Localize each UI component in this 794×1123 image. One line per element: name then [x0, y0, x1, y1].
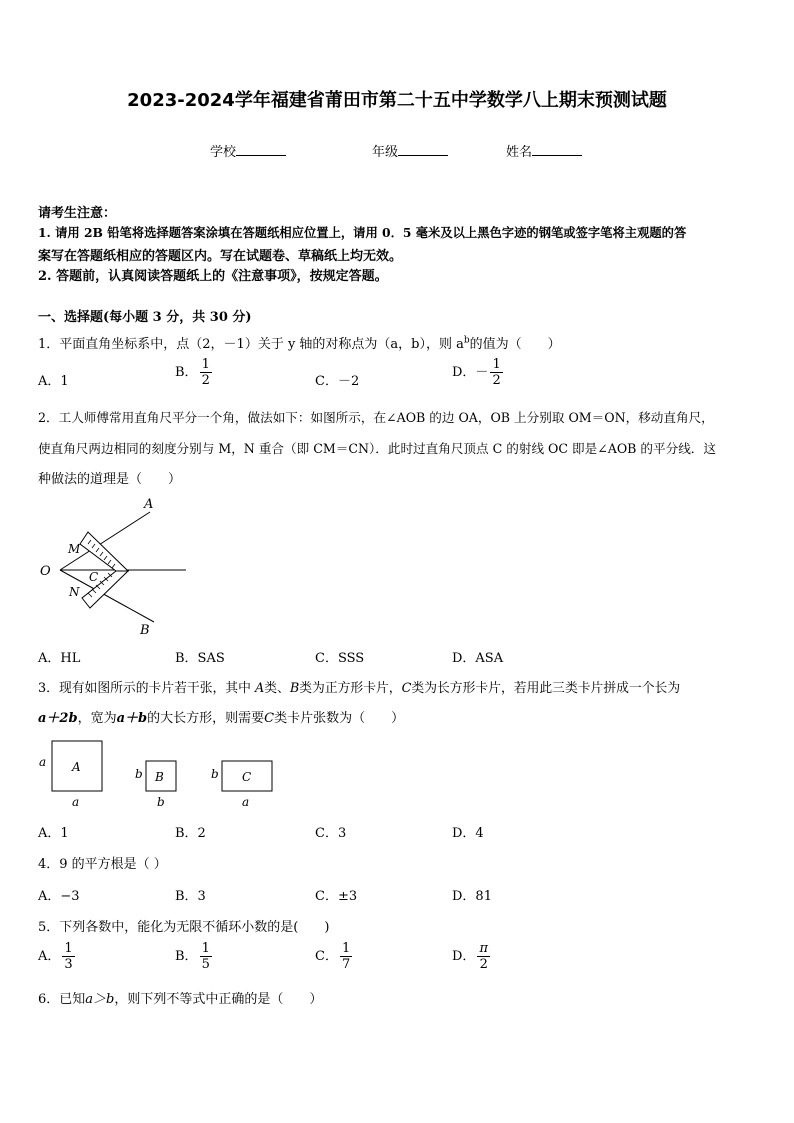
fraction-denominator: 7 — [341, 957, 351, 972]
q3-text: 的大长方形，则需要 — [147, 711, 265, 726]
q3-text: 类为正方形卡片， — [299, 681, 402, 696]
q5-option-c-label: C． — [315, 949, 338, 964]
card-a-label: A — [72, 760, 81, 774]
q5-option-d — [452, 941, 490, 972]
q3-text: 类卡片张数为（ ） — [274, 711, 405, 726]
q1-option-b — [175, 357, 212, 388]
q4-option-d: D．81 — [452, 889, 492, 904]
q3-var: C — [401, 681, 412, 696]
q4-option-a: A．−3 — [38, 889, 80, 904]
fraction-numerator: 1 — [201, 941, 210, 956]
fraction-numerator: 1 — [201, 357, 210, 372]
card-c-label: C — [242, 770, 252, 784]
q3-stem-line1 — [38, 677, 680, 696]
fraction-numerator: π — [479, 941, 488, 956]
q5-option-b-fraction — [200, 941, 212, 972]
card-a-side-label: a — [39, 755, 47, 769]
name-label: 姓名 — [506, 145, 533, 160]
q3-var: B — [289, 681, 300, 696]
q5-stem: 5．下列各数中，能化为无限不循环小数的是( ) — [38, 920, 330, 935]
q2-stem-line3: 种做法的道理是（ ） — [38, 472, 182, 487]
q4-option-b: B．3 — [175, 889, 206, 904]
q1-option-d-label: D．－ — [452, 365, 489, 380]
q4-stem: 4．9 的平方根是（ ） — [38, 857, 167, 872]
q3-text: 类、 — [264, 681, 290, 696]
fraction-denominator: 2 — [479, 957, 488, 972]
q3-text: 类为长方形卡片，若用此三类卡片拼成一个长为 — [411, 681, 681, 696]
q2-option-a: A．HL — [38, 651, 81, 666]
q5-option-b-label: B． — [175, 949, 198, 964]
school-field — [210, 141, 286, 160]
q5-option-c — [315, 941, 352, 972]
q5-option-c-fraction — [340, 941, 352, 972]
q6-text: 6．已知 — [38, 992, 86, 1007]
card-c-bottom-label: a — [242, 795, 250, 809]
notice-item1-line1: 1. 请用 2B 铅笔将选择题答案涂填在答题纸相应位置上，请用 0．5 毫米及以上黑色字迹的钢笔或签字笔将主观题的答 — [38, 225, 687, 240]
notice-item2: 2. 答题前，认真阅读答题纸上的《注意事项》，按规定答题。 — [38, 269, 388, 284]
card-c-side-label: b — [211, 767, 219, 781]
q3-width-expression: a＋b — [116, 711, 148, 726]
q3-text: ，宽为 — [77, 711, 117, 726]
q1-option-d-fraction — [490, 357, 502, 388]
notice-item1-line2: 案写在答题纸相应的答题区内。写在试题卷、草稿纸上均无效。 — [38, 249, 403, 264]
card-a-bottom-label: a — [72, 795, 80, 809]
q1-stem-end: 的值为（ ） — [469, 337, 561, 352]
q1-exponent: b — [463, 335, 470, 346]
card-b-side-label: b — [135, 767, 143, 781]
q3-stem-line2 — [38, 707, 404, 726]
point-c-label: C — [89, 570, 99, 584]
q3-option-b: B．2 — [175, 826, 206, 841]
point-b-label: B — [140, 623, 150, 638]
point-o-label: O — [40, 564, 51, 579]
q3-option-a: A．1 — [38, 826, 69, 841]
q2-stem-line2: 使直角尺两边相同的刻度分别与 M，N 重合（即 CM＝CN）．此时过直角尺顶点 C 的射线 OC 即是∠AOB 的平分线．这 — [38, 441, 716, 456]
q1-stem-text: 1．平面直角坐标系中，点（2，－1）关于 y 轴的对称点为（a，b），则 a — [38, 337, 464, 352]
q1-option-d — [452, 357, 503, 388]
q1-option-b-fraction — [200, 357, 212, 388]
q1-stem — [38, 333, 561, 352]
section-heading: 一、选择题(每小题 3 分，共 30 分) — [38, 310, 252, 325]
q3-cards-figure — [36, 736, 286, 812]
q3-var: C — [264, 711, 275, 726]
point-a-label: A — [144, 497, 154, 512]
q1-option-b-label: B． — [175, 365, 198, 380]
point-n-label: N — [69, 585, 80, 599]
card-b-bottom-label: b — [157, 795, 165, 809]
q5-option-d-label: D． — [452, 949, 476, 964]
q6-expression: a＞b — [85, 992, 115, 1007]
fraction-denominator: 2 — [492, 373, 501, 388]
q4-option-c: C．±3 — [315, 889, 358, 904]
q1-option-c: C．－2 — [315, 374, 360, 389]
fraction-denominator: 5 — [201, 957, 210, 972]
name-field — [506, 141, 582, 160]
school-label: 学校 — [210, 145, 237, 160]
q3-option-c: C．3 — [315, 826, 347, 841]
notice-heading: 请考生注意： — [38, 206, 117, 221]
point-m-label: M — [68, 542, 81, 556]
q1-option-a: A．1 — [38, 374, 69, 389]
name-blank — [532, 143, 582, 156]
q2-option-b: B．SAS — [175, 651, 225, 666]
card-a — [39, 741, 102, 809]
q2-stem-line1: 2．工人师傅常用直角尺平分一个角，做法如下：如图所示，在∠AOB 的边 OA，OB 上分别取 OM＝ON，移动直角尺， — [38, 410, 714, 425]
q2-option-d: D．ASA — [452, 651, 504, 666]
school-blank — [236, 143, 286, 156]
grade-label: 年级 — [372, 145, 399, 160]
q2-option-c: C．SSS — [315, 651, 365, 666]
fraction-numerator: 1 — [341, 941, 351, 956]
fraction-numerator: 1 — [64, 941, 73, 956]
q5-option-a-fraction — [62, 941, 74, 972]
q6-stem — [38, 988, 322, 1007]
fraction-denominator: 3 — [64, 957, 73, 972]
card-b — [135, 761, 176, 809]
fraction-numerator: 1 — [492, 357, 501, 372]
q5-option-a-label: A． — [38, 949, 61, 964]
grade-blank — [398, 143, 448, 156]
q5-option-d-fraction — [477, 941, 490, 972]
card-b-label: B — [155, 770, 164, 784]
q5-option-b — [175, 941, 212, 972]
q3-length-expression: a＋2b — [38, 711, 78, 726]
card-c — [211, 761, 272, 809]
q3-var: A — [254, 681, 265, 696]
q3-text: 3．现有如图所示的卡片若干张，其中 — [38, 681, 255, 696]
fraction-denominator: 2 — [201, 373, 210, 388]
q3-option-d: D．4 — [452, 826, 484, 841]
q2-angle-figure — [36, 492, 196, 642]
q6-text: ，则下列不等式中正确的是（ ） — [114, 992, 323, 1007]
grade-field — [372, 141, 448, 160]
q5-option-a — [38, 941, 75, 972]
page-title: 2023-2024学年福建省莆田市第二十五中学数学八上期末预测试题 — [127, 90, 667, 111]
